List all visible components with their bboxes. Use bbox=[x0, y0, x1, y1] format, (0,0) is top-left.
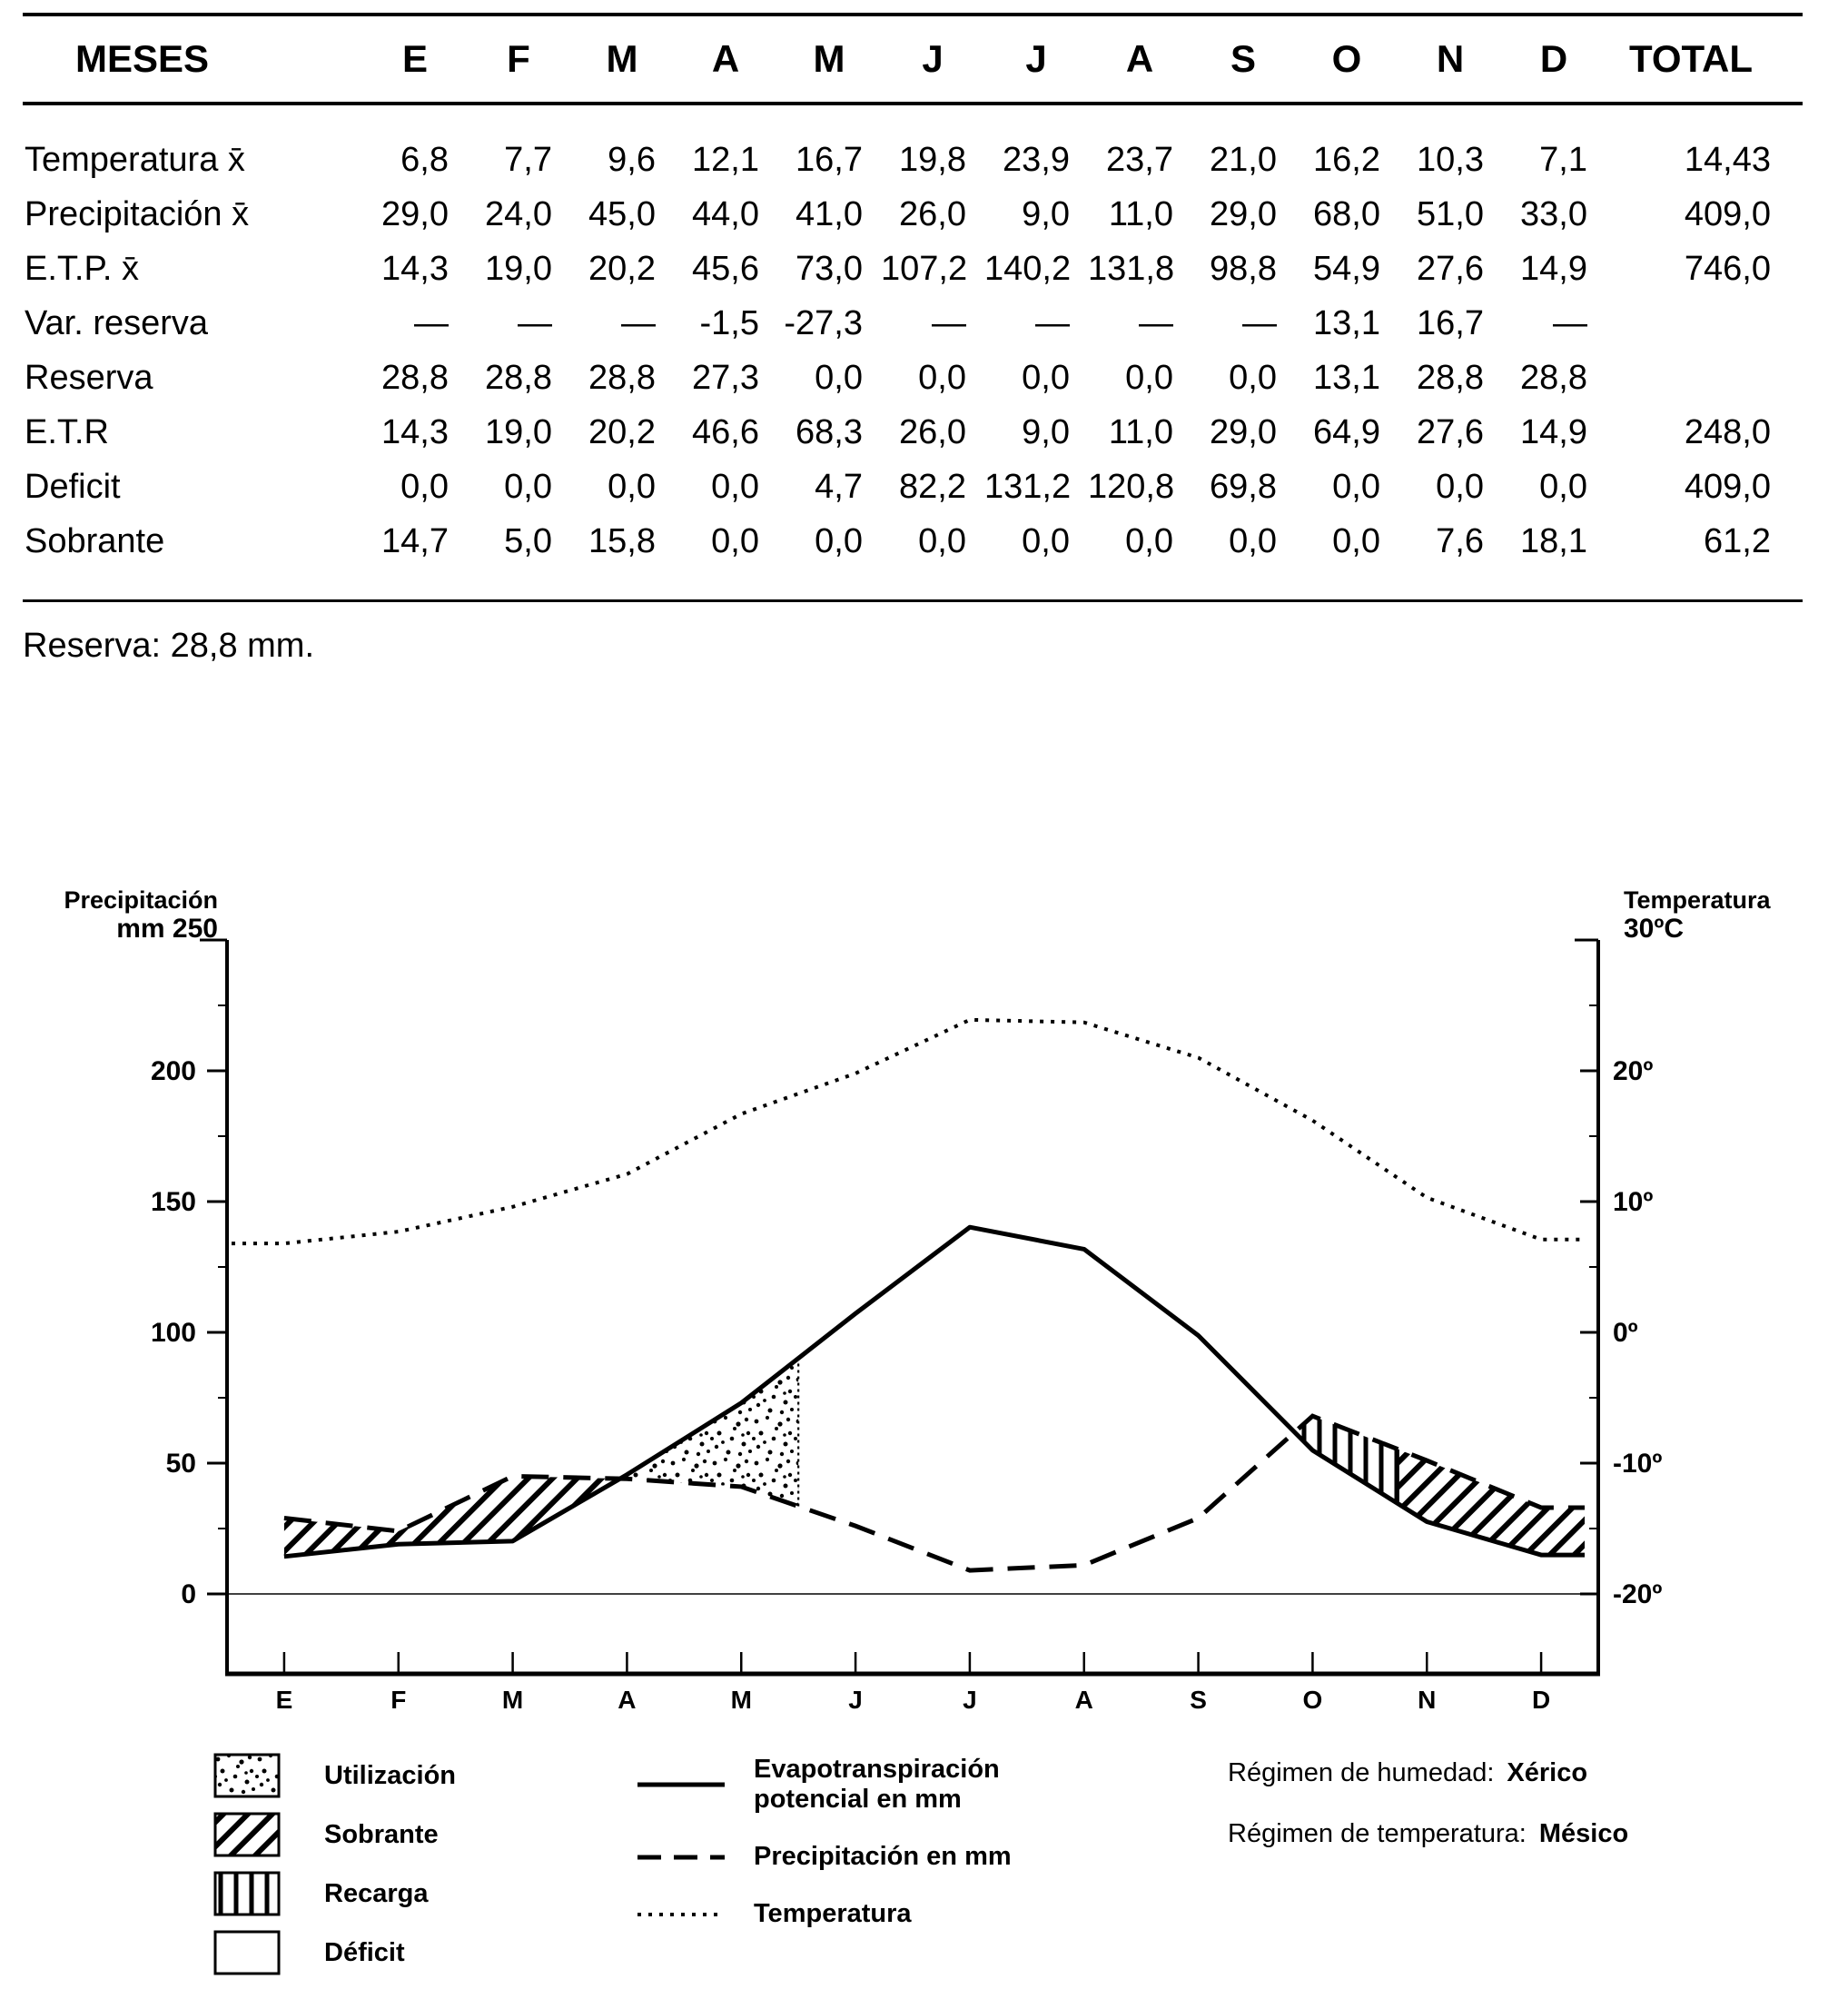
right-axis-tick-label: 10º bbox=[1613, 1187, 1654, 1217]
legend-label: Temperatura bbox=[754, 1899, 912, 1928]
cell-value: 0,0 bbox=[608, 467, 656, 506]
cell-value: 13,1 bbox=[1313, 358, 1380, 397]
cell-value: 0,0 bbox=[1229, 358, 1277, 397]
month-header: J bbox=[1025, 37, 1047, 80]
cell-value: 0,0 bbox=[711, 467, 759, 506]
cell-value: 21,0 bbox=[1210, 140, 1277, 179]
table-row bbox=[23, 514, 1803, 569]
table-header-row bbox=[23, 16, 1803, 102]
cell-value: 69,8 bbox=[1210, 467, 1277, 506]
month-label: S bbox=[1190, 1686, 1207, 1714]
right-axis-unit-label: 30ºC bbox=[1624, 914, 1684, 944]
cell-value: 28,8 bbox=[1520, 358, 1587, 397]
table-header-meses: MESES bbox=[75, 37, 210, 80]
legend-label: Utilización bbox=[324, 1760, 457, 1790]
cell-value: 5,0 bbox=[504, 521, 552, 560]
month-header: M bbox=[813, 37, 845, 80]
month-header: F bbox=[507, 37, 530, 80]
water-balance-table bbox=[23, 13, 1803, 602]
cell-value: 98,8 bbox=[1210, 249, 1277, 288]
right-axis-tick-label: -10º bbox=[1613, 1449, 1663, 1479]
cell-value: 19,0 bbox=[485, 249, 552, 288]
cell-value: 7,1 bbox=[1539, 140, 1587, 179]
cell-value: 0,0 bbox=[1125, 521, 1173, 560]
cell-value: 0,0 bbox=[1539, 467, 1587, 506]
cell-value: -27,3 bbox=[784, 303, 863, 342]
cell-value: 120,8 bbox=[1088, 467, 1175, 506]
cell-value: 19,0 bbox=[485, 412, 552, 451]
cell-value: 0,0 bbox=[711, 521, 759, 560]
deficit-swatch-icon bbox=[213, 1930, 281, 1975]
cell-value: — bbox=[518, 303, 552, 342]
cell-value: 73,0 bbox=[796, 249, 863, 288]
right-axis-tick-label: 20º bbox=[1613, 1056, 1654, 1086]
cell-total-value: 409,0 bbox=[1684, 467, 1771, 506]
regime-info bbox=[1228, 1758, 1628, 1880]
left-axis-tick-label: 200 bbox=[150, 1056, 196, 1086]
month-label: E bbox=[275, 1686, 293, 1714]
cell-value: 28,8 bbox=[588, 358, 656, 397]
cell-value: 0,0 bbox=[918, 521, 966, 560]
legend-item-recarga bbox=[213, 1871, 456, 1916]
row-label: Sobrante bbox=[25, 521, 165, 560]
legend-label: Precipitación en mm bbox=[754, 1842, 1012, 1871]
cell-value: — bbox=[1242, 303, 1277, 342]
cell-value: 14,9 bbox=[1520, 249, 1587, 288]
cell-value: 29,0 bbox=[1210, 412, 1277, 451]
cell-value: 6,8 bbox=[400, 140, 449, 179]
month-header: J bbox=[922, 37, 944, 80]
table-row bbox=[23, 460, 1803, 514]
legend-item-etp bbox=[636, 1755, 1012, 1815]
cell-value: 14,7 bbox=[381, 521, 449, 560]
cell-value: 140,2 bbox=[984, 249, 1072, 288]
month-header: D bbox=[1539, 37, 1568, 80]
cell-value: 0,0 bbox=[400, 467, 449, 506]
right-axis-title: Temperatura bbox=[1624, 886, 1771, 914]
row-label: Deficit bbox=[25, 467, 121, 506]
cell-value: 45,6 bbox=[692, 249, 759, 288]
legend-item-utilizacion bbox=[213, 1753, 456, 1798]
cell-value: 131,8 bbox=[1088, 249, 1175, 288]
table-header-total: TOTAL bbox=[1628, 37, 1754, 80]
cell-value: 44,0 bbox=[692, 194, 759, 233]
cell-value: 0,0 bbox=[504, 467, 552, 506]
solid-line-icon bbox=[636, 1779, 726, 1790]
cell-value: — bbox=[1553, 303, 1587, 342]
cell-value: 16,7 bbox=[1417, 303, 1484, 342]
regime-label: Régimen de temperatura: bbox=[1228, 1819, 1527, 1848]
month-header: S bbox=[1230, 37, 1256, 80]
cell-value: 12,1 bbox=[692, 140, 759, 179]
regime-humedad bbox=[1228, 1758, 1628, 1788]
temperature-curve bbox=[232, 1020, 1585, 1243]
cell-value: 45,0 bbox=[588, 194, 656, 233]
cell-value: 23,9 bbox=[1003, 140, 1070, 179]
recarga-swatch-icon bbox=[213, 1871, 281, 1916]
cell-value: 14,9 bbox=[1520, 412, 1587, 451]
row-label: E.T.R bbox=[25, 412, 109, 451]
cell-value: — bbox=[621, 303, 656, 342]
cell-value: 0,0 bbox=[1022, 521, 1070, 560]
month-header: N bbox=[1436, 37, 1465, 80]
cell-value: 0,0 bbox=[1436, 467, 1484, 506]
table-body bbox=[23, 105, 1803, 599]
month-header: E bbox=[401, 37, 428, 80]
month-header: O bbox=[1331, 37, 1362, 80]
month-label: D bbox=[1531, 1686, 1551, 1714]
cell-value: 33,0 bbox=[1520, 194, 1587, 233]
regime-value: Mésico bbox=[1538, 1819, 1629, 1848]
table-bottom-rule bbox=[23, 599, 1803, 602]
cell-value: 24,0 bbox=[485, 194, 552, 233]
cell-value: 20,2 bbox=[588, 412, 656, 451]
cell-value: — bbox=[1139, 303, 1173, 342]
row-label: Temperatura x̄ bbox=[25, 140, 245, 179]
cell-value: 27,6 bbox=[1417, 249, 1484, 288]
cell-value: 13,1 bbox=[1313, 303, 1380, 342]
table-row bbox=[23, 351, 1803, 405]
month-label: A bbox=[618, 1686, 637, 1714]
legend-label: Déficit bbox=[324, 1937, 405, 1967]
cell-value: 29,0 bbox=[381, 194, 449, 233]
row-label: Reserva bbox=[25, 358, 153, 397]
legend-label: Recarga bbox=[324, 1878, 429, 1908]
right-axis-tick-label: -20º bbox=[1613, 1579, 1663, 1609]
cell-value: 0,0 bbox=[1229, 521, 1277, 560]
cell-value: 68,3 bbox=[796, 412, 863, 451]
cell-value: 64,9 bbox=[1313, 412, 1380, 451]
sobrante-swatch-icon bbox=[213, 1812, 281, 1857]
reserva-note: Reserva: 28,8 mm. bbox=[23, 627, 314, 665]
cell-value: 23,7 bbox=[1106, 140, 1173, 179]
table-row bbox=[23, 405, 1803, 460]
water-balance-chart bbox=[0, 872, 1848, 1717]
cell-value: 28,8 bbox=[1417, 358, 1484, 397]
cell-value: 11,0 bbox=[1108, 194, 1173, 233]
cell-value: 26,0 bbox=[899, 412, 966, 451]
cell-value: 0,0 bbox=[815, 358, 863, 397]
cell-value: 0,0 bbox=[918, 358, 966, 397]
legend-line-styles bbox=[636, 1755, 1012, 1956]
cell-value: 107,2 bbox=[881, 249, 968, 288]
cell-value: 26,0 bbox=[899, 194, 966, 233]
left-axis-tick-label: 0 bbox=[181, 1579, 196, 1609]
dotted-line-icon bbox=[636, 1909, 726, 1920]
month-header: A bbox=[711, 37, 740, 80]
cell-value: 46,6 bbox=[692, 412, 759, 451]
cell-value: 7,7 bbox=[504, 140, 552, 179]
cell-total-value: 14,43 bbox=[1684, 140, 1771, 179]
cell-value: — bbox=[414, 303, 449, 342]
cell-value: 41,0 bbox=[796, 194, 863, 233]
regime-value: Xérico bbox=[1507, 1758, 1588, 1787]
cell-value: 27,3 bbox=[692, 358, 759, 397]
left-axis-tick-label: 50 bbox=[165, 1449, 196, 1479]
cell-value: 20,2 bbox=[588, 249, 656, 288]
cell-value: 29,0 bbox=[1210, 194, 1277, 233]
cell-value: 16,7 bbox=[796, 140, 863, 179]
row-label: Var. reserva bbox=[25, 303, 209, 342]
legend-item-sobrante bbox=[213, 1812, 456, 1857]
table-row bbox=[23, 133, 1803, 187]
month-label: J bbox=[963, 1686, 977, 1714]
cell-value: -1,5 bbox=[699, 303, 759, 342]
cell-value: 14,3 bbox=[381, 412, 449, 451]
legend-area-patterns bbox=[213, 1753, 456, 1989]
cell-value: 15,8 bbox=[588, 521, 656, 560]
month-label: J bbox=[848, 1686, 863, 1714]
cell-value: 9,6 bbox=[608, 140, 656, 179]
month-label: A bbox=[1074, 1686, 1093, 1714]
cell-value: 14,3 bbox=[381, 249, 449, 288]
cell-value: — bbox=[1035, 303, 1070, 342]
cell-value: 0,0 bbox=[1125, 358, 1173, 397]
month-label: M bbox=[730, 1686, 752, 1714]
table-row bbox=[23, 187, 1803, 242]
cell-value: 28,8 bbox=[485, 358, 552, 397]
cell-value: 18,1 bbox=[1520, 521, 1587, 560]
month-header: A bbox=[1125, 37, 1154, 80]
cell-total-value: 746,0 bbox=[1684, 249, 1771, 288]
cell-value: 131,2 bbox=[984, 467, 1072, 506]
cell-value: 9,0 bbox=[1022, 194, 1070, 233]
legend-item-temperatura bbox=[636, 1899, 1012, 1929]
cell-value: 51,0 bbox=[1417, 194, 1484, 233]
left-axis-title: Precipitación bbox=[64, 886, 218, 914]
row-label: E.T.P. x̄ bbox=[25, 249, 140, 288]
cell-value: 82,2 bbox=[899, 467, 966, 506]
cell-value: 9,0 bbox=[1022, 412, 1070, 451]
table-row bbox=[23, 242, 1803, 296]
legend-label: Sobrante bbox=[324, 1819, 439, 1849]
cell-value: 0,0 bbox=[1022, 358, 1070, 397]
regime-label: Régimen de humedad: bbox=[1228, 1758, 1495, 1787]
cell-value: 28,8 bbox=[381, 358, 449, 397]
cell-value: 11,0 bbox=[1108, 412, 1173, 451]
left-axis-unit-label: mm 250 bbox=[116, 914, 218, 944]
utilizacion-swatch-icon bbox=[213, 1753, 281, 1798]
left-axis-tick-label: 150 bbox=[150, 1187, 196, 1217]
table-row bbox=[23, 296, 1803, 351]
cell-value: 68,0 bbox=[1313, 194, 1380, 233]
left-axis-tick-label: 100 bbox=[150, 1318, 196, 1348]
cell-total-value: 409,0 bbox=[1684, 194, 1771, 233]
month-header: M bbox=[606, 37, 638, 80]
month-label: F bbox=[390, 1686, 407, 1714]
cell-value: 7,6 bbox=[1436, 521, 1484, 560]
cell-value: 0,0 bbox=[1332, 521, 1380, 560]
month-label: O bbox=[1302, 1686, 1323, 1714]
legend-label: Evapotranspiración potencial en mm bbox=[754, 1755, 1000, 1814]
cell-value: 0,0 bbox=[1332, 467, 1380, 506]
cell-value: 19,8 bbox=[899, 140, 966, 179]
cell-value: 54,9 bbox=[1313, 249, 1380, 288]
month-label: N bbox=[1418, 1686, 1437, 1714]
legend-item-deficit bbox=[213, 1930, 456, 1975]
regime-temperatura bbox=[1228, 1819, 1628, 1849]
cell-total-value: 61,2 bbox=[1704, 521, 1771, 560]
cell-value: 4,7 bbox=[815, 467, 863, 506]
cell-value: 16,2 bbox=[1313, 140, 1380, 179]
cell-value: 0,0 bbox=[815, 521, 863, 560]
dashed-line-icon bbox=[636, 1852, 726, 1863]
right-axis-tick-label: 0º bbox=[1613, 1318, 1638, 1348]
legend-item-precipitacion bbox=[636, 1842, 1012, 1872]
cell-value: — bbox=[932, 303, 966, 342]
month-label: M bbox=[501, 1686, 524, 1714]
row-label: Precipitación x̄ bbox=[25, 194, 250, 233]
cell-total-value: 248,0 bbox=[1684, 412, 1771, 451]
cell-value: 10,3 bbox=[1417, 140, 1484, 179]
cell-value: 27,6 bbox=[1417, 412, 1484, 451]
